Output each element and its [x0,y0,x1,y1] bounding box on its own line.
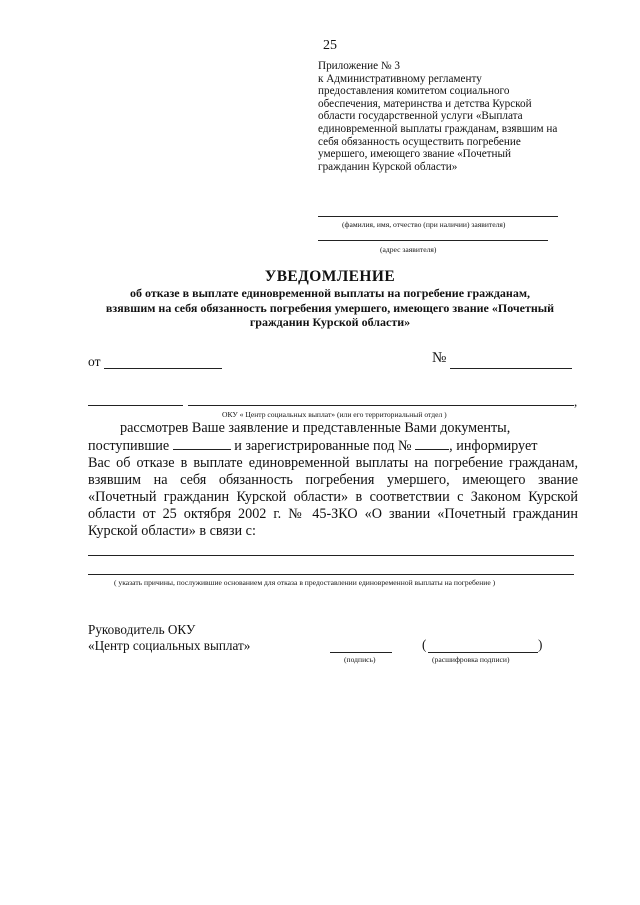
body-text-2c: , информирует [449,438,538,454]
signature-decode-hint: (расшифровка подписи) [432,655,510,664]
notice-subtitle [90,286,570,330]
applicant-address-line[interactable] [318,240,548,241]
organization-line-left[interactable] [88,405,183,406]
reason-line-1[interactable] [88,555,574,556]
notice-body [88,420,578,540]
body-line-2 [88,437,578,455]
signatory-role-line-2: «Центр социальных выплат» [88,638,251,653]
appendix-line: единовременной выплаты гражданам, взявшим на [318,122,558,135]
signatory-role [88,622,250,654]
notice-title: УВЕДОМЛЕНИЕ [264,268,396,285]
signature-hint: (подпись) [344,655,376,664]
appendix-line: умершего, имеющего звание «Почетный [318,148,512,161]
applicant-name-hint: (фамилия, имя, отчество (при наличии) заявителя) [342,220,506,229]
number-label: № [432,350,447,366]
body-text-2b: и зарегистрированные под № [234,438,412,454]
page-number: 25 [323,38,337,53]
body-text-2a: поступившие [88,438,170,454]
body-text-3: Вас об отказе в выплате единовременной выплаты на погребение гражданам, взявшим на себя обязанность погребения умершего, имеющего звание «Почетный гражданин Курской области» в соответствии с Законом Курской области от 25 октября 2002 г. № 45-ЗКО «О звании «Почетный гражданин Курской области» в связи с: [88,455,578,539]
signature-decode-line[interactable] [428,652,538,653]
organization-line-comma: , [574,394,578,409]
subtitle-line: гражданин Курской области» [249,315,411,329]
appendix-line: Приложение № 3 [318,60,400,72]
subtitle-line: взявшим на себя обязанность погребения умершего, имеющего звание «Почетный [105,300,555,315]
appendix-line: области государственной услуги «Выплата [318,110,523,123]
appendix-line: обеспечения, материнства и детства Курской [318,97,532,110]
subtitle-line: об отказе в выплате единовременной выплаты на погребение гражданам, [129,286,531,300]
notice-number-line[interactable] [450,368,572,369]
from-label: от [88,354,101,369]
appendix-line: предоставления комитетом социального [318,85,510,98]
decode-close-paren: ) [538,637,543,652]
from-date-line[interactable] [104,368,222,369]
appendix-block [318,60,558,173]
decode-open-paren: ( [422,637,427,652]
organization-hint: ОКУ « Центр социальных выплат» (или его территориальный отдел ) [222,410,447,419]
applicant-address-hint: (адрес заявителя) [380,245,437,254]
reason-line-2[interactable] [88,574,574,575]
signature-line[interactable] [330,652,392,653]
organization-line-right[interactable] [188,405,574,406]
body-text-1: рассмотрев Ваше заявление и представленные Вами документы, [120,420,511,436]
received-date-blank[interactable] [173,437,231,450]
signatory-role-line-1: Руководитель ОКУ [88,622,196,637]
reason-hint: ( указать причины, послужившие основанием для отказа в предоставлении единовременной выплаты на погребение ) [114,578,496,587]
appendix-line: гражданин Курской области» [318,160,458,173]
appendix-line: к Административному регламенту [318,72,482,85]
appendix-line: себя обязанность осуществить погребение [318,135,521,148]
applicant-name-line[interactable] [318,216,558,217]
registration-number-blank[interactable] [415,437,449,450]
body-line-1 [88,420,578,437]
